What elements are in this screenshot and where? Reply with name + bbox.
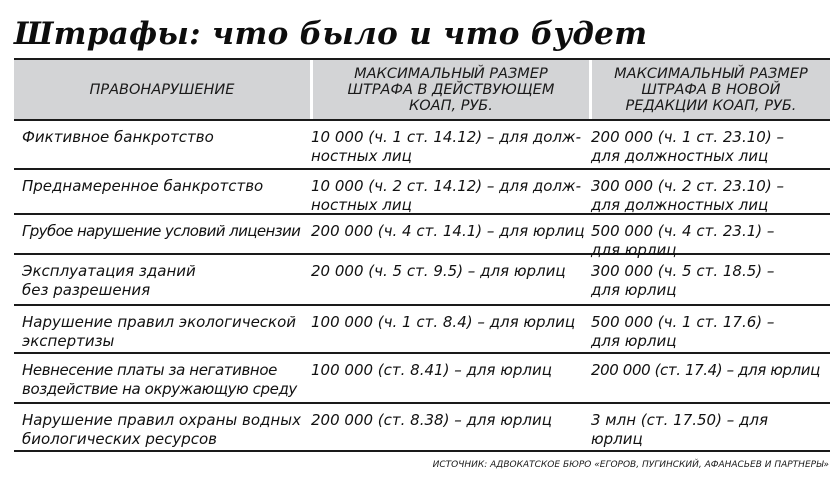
table-row bbox=[14, 352, 830, 402]
current-fine-cell: 100 000 (ч. 1 ст. 8.4) – для юрлиц bbox=[311, 313, 576, 331]
new-fine-cell: 500 000 (ч. 4 ст. 23.1) – для юрлиц bbox=[591, 222, 775, 259]
offense-cell: Преднамеренное банкротство bbox=[22, 177, 264, 195]
table-row bbox=[14, 213, 830, 259]
offense-cell: Невнесение платы за негативное воздействие на окружающую среду bbox=[22, 361, 297, 398]
current-fine-cell: 10 000 (ч. 1 ст. 14.12) – для долж- ностных лиц bbox=[311, 128, 581, 165]
new-fine-cell: 500 000 (ч. 1 ст. 17.6) – для юрлиц bbox=[591, 313, 775, 350]
page-title: Штрафы: что было и что будет bbox=[14, 16, 648, 52]
header-current-fine bbox=[313, 60, 589, 119]
fines-table bbox=[14, 58, 830, 452]
table-row bbox=[14, 402, 830, 452]
current-fine-cell: 20 000 (ч. 5 ст. 9.5) – для юрлиц bbox=[311, 262, 566, 280]
header-new-fine-label: МАКСИМАЛЬНЫЙ РАЗМЕР ШТРАФА В НОВОЙ РЕДАКЦИИ КОАП, РУБ. bbox=[614, 65, 808, 114]
header-current-fine-label: МАКСИМАЛЬНЫЙ РАЗМЕР ШТРАФА В ДЕЙСТВУЮЩЕМ КОАП, РУБ. bbox=[347, 65, 555, 114]
header-new-fine bbox=[592, 60, 830, 119]
table-header bbox=[14, 60, 830, 119]
current-fine-cell: 200 000 (ст. 8.38) – для юрлиц bbox=[311, 411, 552, 429]
header-offense bbox=[14, 60, 310, 119]
current-fine-cell: 200 000 (ч. 4 ст. 14.1) – для юрлиц bbox=[311, 222, 585, 240]
new-fine-cell: 200 000 (ч. 1 ст. 23.10) – для должностных лиц bbox=[591, 128, 784, 165]
source-note: ИСТОЧНИК: АДВОКАТСКОЕ БЮРО «ЕГОРОВ, ПУГИНСКИЙ, АФАНАСЬЕВ И ПАРТНЕРЫ» bbox=[432, 460, 829, 470]
header-offense-label: ПРАВОНАРУШЕНИЕ bbox=[89, 81, 235, 98]
new-fine-cell: 300 000 (ч. 5 ст. 18.5) – для юрлиц bbox=[591, 262, 775, 299]
offense-cell: Нарушение правил охраны водных биологических ресурсов bbox=[22, 411, 301, 448]
current-fine-cell: 100 000 (ст. 8.41) – для юрлиц bbox=[311, 361, 552, 379]
table-row bbox=[14, 119, 830, 168]
current-fine-cell: 10 000 (ч. 2 ст. 14.12) – для долж- ностных лиц bbox=[311, 177, 581, 214]
new-fine-cell: 3 млн (ст. 17.50) – для юрлиц bbox=[591, 411, 768, 448]
offense-cell: Грубое нарушение условий лицензии bbox=[22, 222, 301, 240]
table-row bbox=[14, 168, 830, 213]
offense-cell: Фиктивное банкротство bbox=[22, 128, 214, 146]
new-fine-cell: 200 000 (ст. 17.4) – для юрлиц bbox=[591, 361, 820, 379]
offense-cell: Эксплуатация зданий без разрешения bbox=[22, 262, 196, 299]
table-row bbox=[14, 304, 830, 352]
table-row bbox=[14, 253, 830, 304]
offense-cell: Нарушение правил экологической экспертизы bbox=[22, 313, 297, 350]
new-fine-cell: 300 000 (ч. 2 ст. 23.10) – для должностных лиц bbox=[591, 177, 784, 214]
